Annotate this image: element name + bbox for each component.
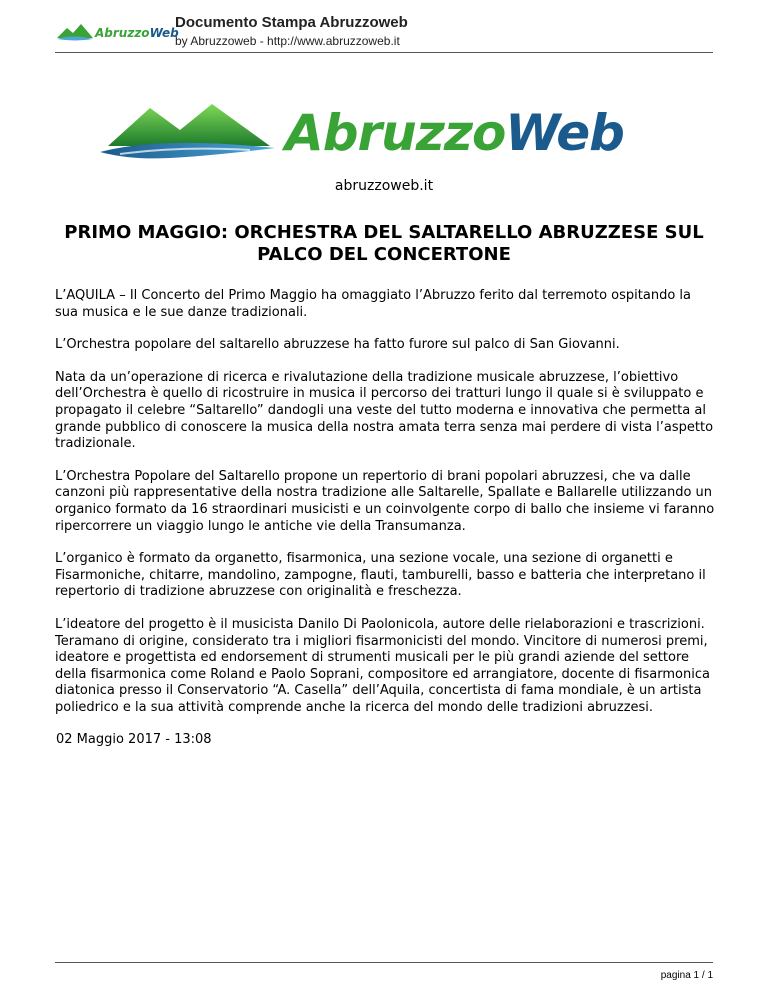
- article-body: [55, 288, 715, 749]
- site-name: abruzzoweb.it: [334, 178, 434, 194]
- paragraph: L’organico è formato da organetto, fisarmonica, una sezione vocale, una sezione di organetti e Fisarmoniche, chitarre, mandolino, zampogne, flauti, tamburelli, basso e batteria che interpretano il repertorio di tradizione abruzzese con originalità e freschezza.: [55, 551, 706, 600]
- site-logo: [100, 100, 640, 170]
- header-divider: [55, 52, 713, 53]
- print-header: [55, 10, 713, 54]
- footer-divider: [55, 962, 713, 963]
- paragraph: L’ideatore del progetto è il musicista Danilo Di Paolonicola, autore delle rielaborazioni e trascrizioni. Teramano di origine, considerato tra i migliori fisarmonicisti del mondo. Vincitore di numerosi premi, ideatore e progettista ed endorsement di strumenti musicali per le più grandi aziende del settore della fisarmonica come Roland e Paolo Soprani, compositore ed arrangiatore, docente di fisarmonica diatonica presso il Conservatorio “A. Casella” dell’Aquila, concertista di fama mondiale, è un artista poliedrico e la sua attività comprende anche la ricerca del mondo delle tradizioni abruzzesi.: [55, 616, 710, 715]
- paragraph: L’Orchestra Popolare del Saltarello propone un repertorio di brani popolari abruzzesi, che va dalle canzoni più rappresentative della nostra tradizione alle Saltarelle, Spallate e Ballarelle utilizzando un organico formato da 16 straordinari musicisti e un coinvolgente corpo di ballo che insieme vi faranno ripercorrere un viaggio lungo le antiche vie della Transumanza.: [55, 468, 715, 534]
- paragraph: L’Orchestra popolare del saltarello abruzzese ha fatto furore sul palco di San Giovanni.: [55, 337, 620, 353]
- paragraph: Nata da un’operazione di ricerca e rivalutazione della tradizione musicale abruzzese, l’obiettivo dell’Orchestra è quello di ricostruire in musica il percorso dei tratturi lungo il quale si è sviluppato e propagato il celebre “Saltarello” dandogli una veste del tutto moderna e innovativa che permetta al grande pubblico di conoscere la musica della nostra amata terra senza mai perdere di vista l’aspetto tradizionale.: [55, 369, 714, 452]
- document-title: Documento Stampa Abruzzoweb: [175, 14, 408, 31]
- document-subtitle: by Abruzzoweb - http://www.abruzzoweb.it: [175, 34, 400, 48]
- abruzzoweb-logo-icon: [100, 100, 640, 170]
- svg-text:AbruzzoWeb: AbruzzoWeb: [95, 26, 179, 40]
- article-date: 02 Maggio 2017 - 13:08: [56, 732, 212, 748]
- article-title: PRIMO MAGGIO: ORCHESTRA DEL SALTARELLO ABRUZZESE SUL PALCO DEL CONCERTONE: [64, 222, 704, 265]
- paragraph: L’AQUILA – Il Concerto del Primo Maggio ha omaggiato l’Abruzzo ferito dal terremoto ospitando la sua musica e le sue danze tradizionali.: [55, 288, 691, 320]
- mountain-logo-icon: [55, 18, 179, 46]
- page-number: pagina 1 / 1: [660, 970, 713, 981]
- header-logo: [55, 18, 179, 46]
- svg-text:AbruzzoWeb: AbruzzoWeb: [285, 104, 624, 162]
